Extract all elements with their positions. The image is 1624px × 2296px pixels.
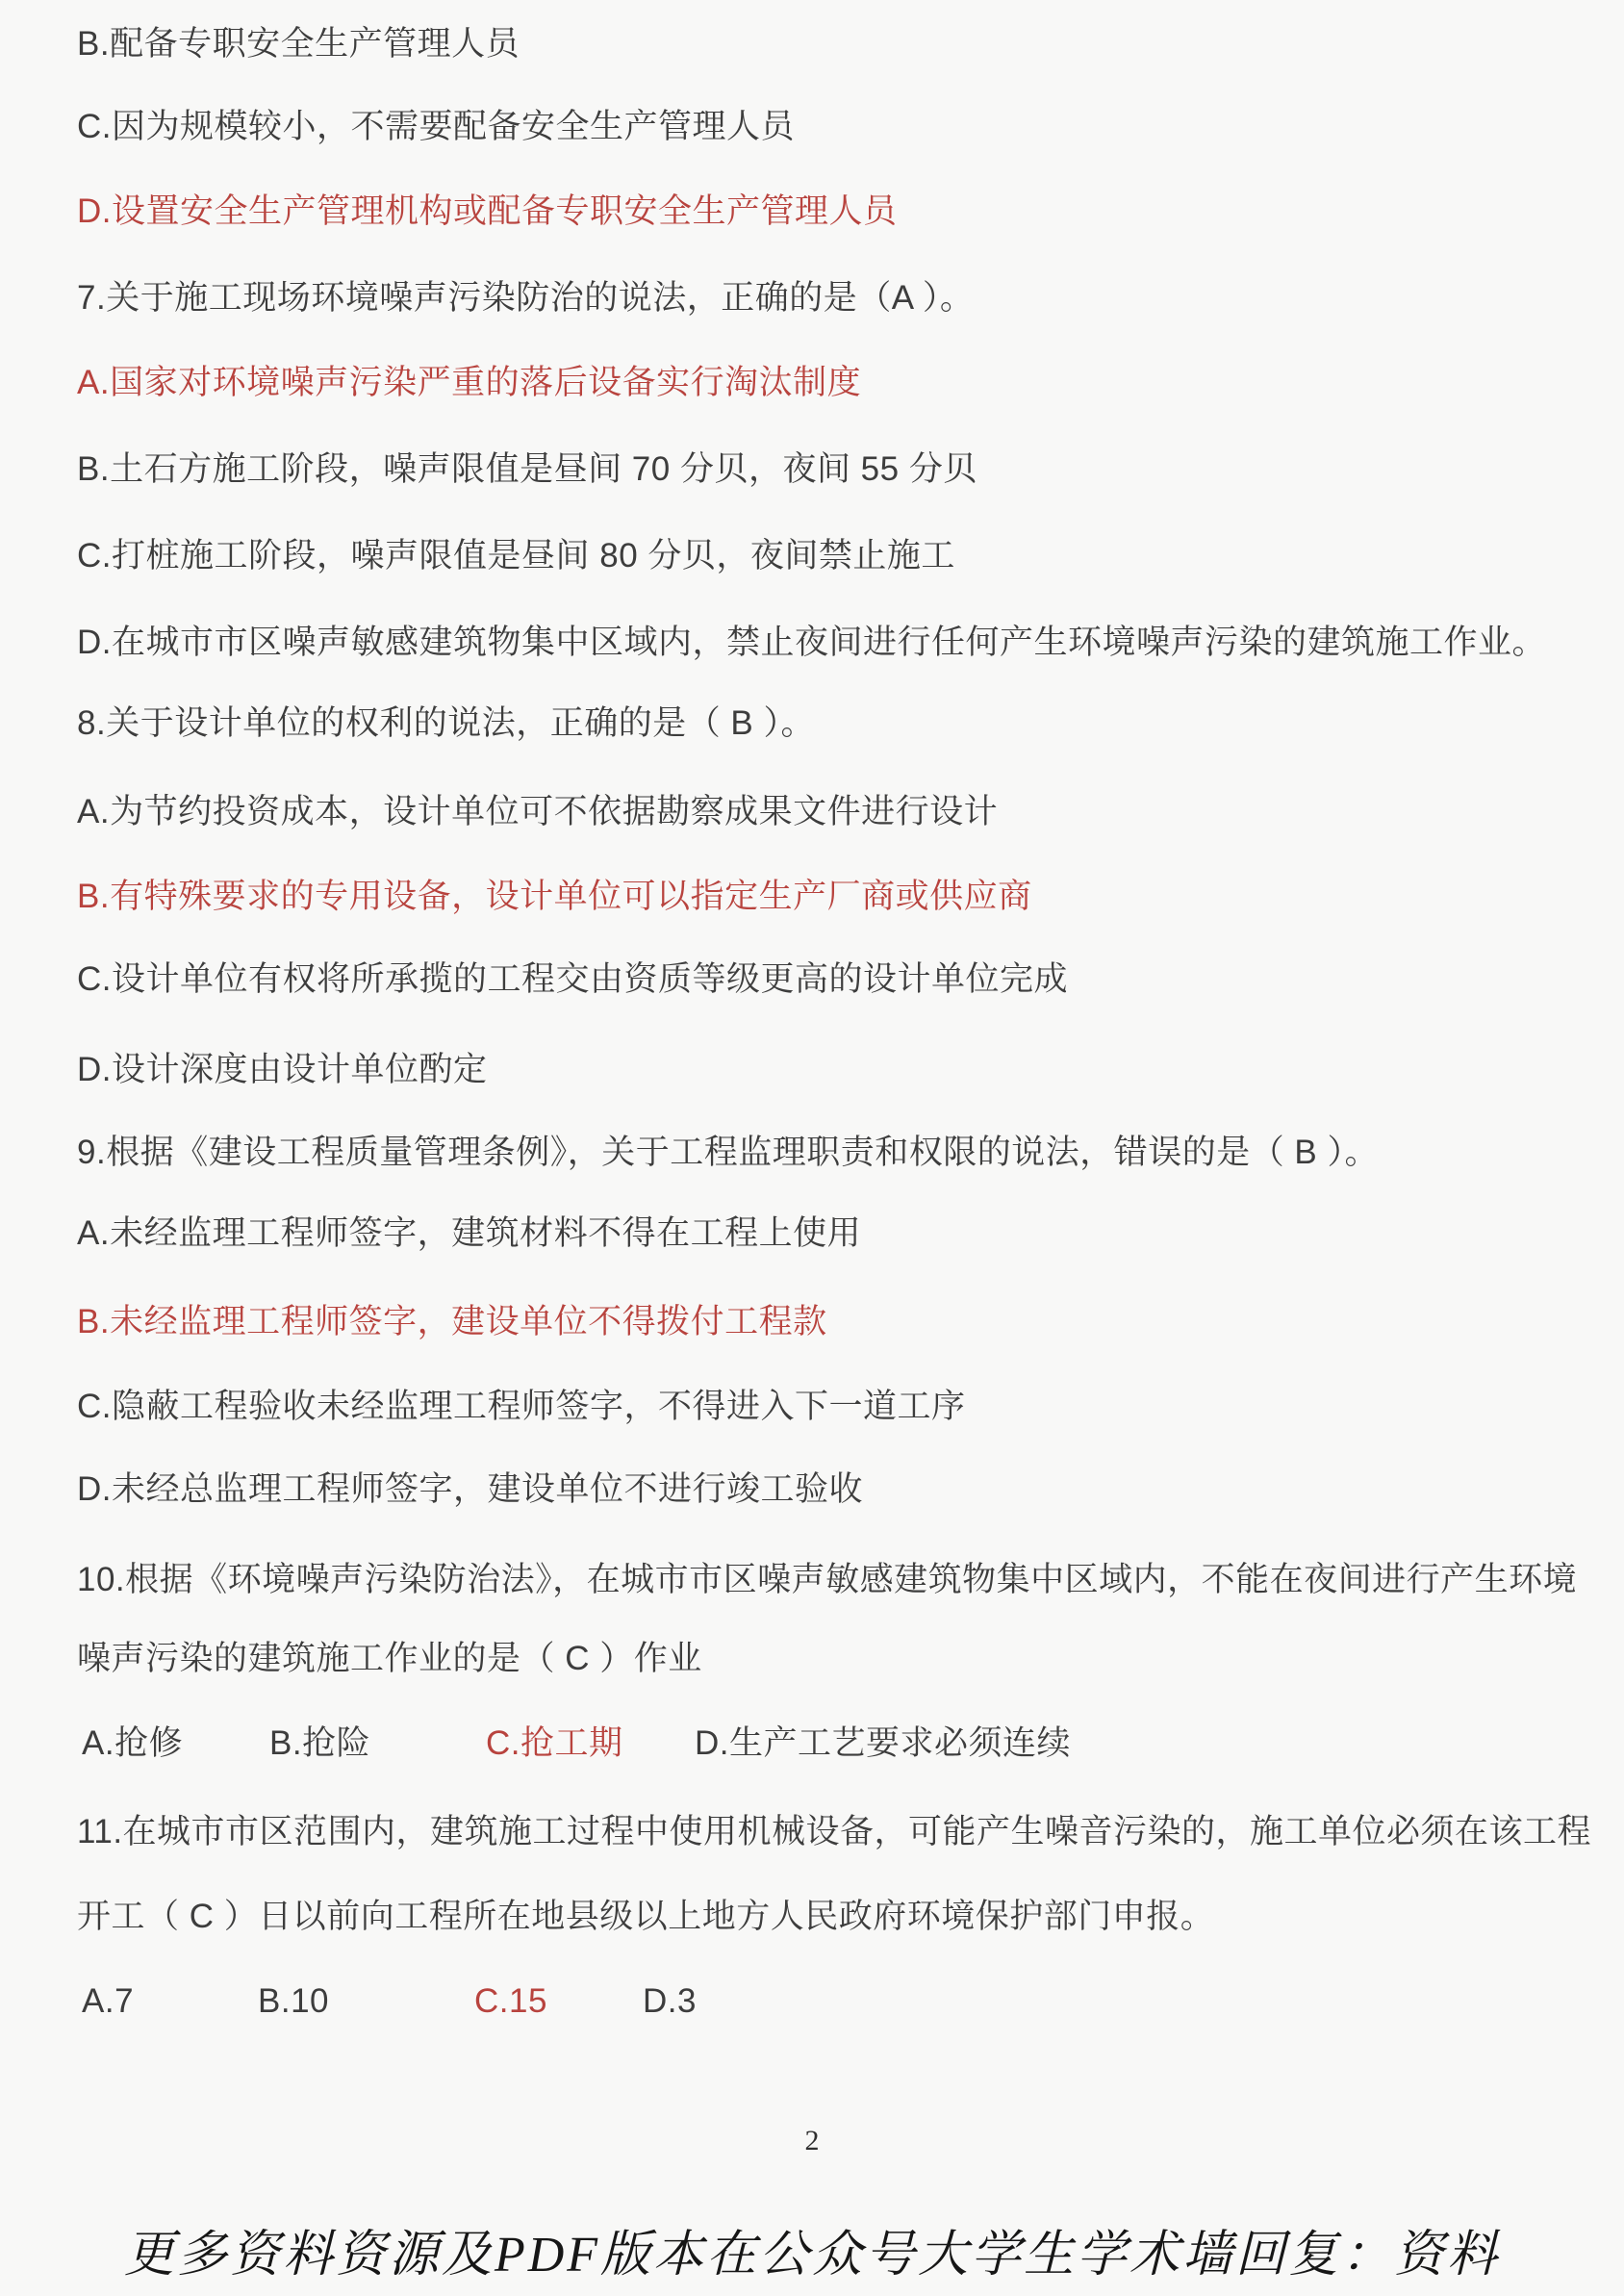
question-10-line2: 噪声污染的建筑施工作业的是（ C ）作业 [77, 1640, 702, 1677]
q6-option-b: B.配备专职安全生产管理人员 [77, 25, 520, 63]
q7-option-a-correct: A.国家对环境噪声污染严重的落后设备实行淘汰制度 [77, 364, 862, 401]
q10-option-a: A.抢修 [82, 1724, 184, 1762]
q9-option-a: A.未经监理工程师签字，建筑材料不得在工程上使用 [77, 1214, 862, 1252]
q8-option-b-correct: B.有特殊要求的专用设备，设计单位可以指定生产厂商或供应商 [77, 878, 1032, 915]
q6-option-c: C.因为规模较小，不需要配备安全生产管理人员 [77, 108, 796, 145]
question-10-line1: 10.根据《环境噪声污染防治法》，在城市市区噪声敏感建筑物集中区域内，不能在夜间进行产生环境 [77, 1561, 1578, 1598]
question-7: 7.关于施工现场环境噪声污染防治的说法，正确的是（A ）。 [77, 279, 975, 317]
q9-option-c: C.隐蔽工程验收未经监理工程师签字，不得进入下一道工序 [77, 1388, 966, 1425]
q10-option-d: D.生产工艺要求必须连续 [695, 1724, 1072, 1762]
page-number: 2 [804, 2125, 820, 2156]
question-11-line2: 开工（ C ）日以前向工程所在地县级以上地方人民政府环境保护部门申报。 [77, 1898, 1215, 1935]
q7-option-c: C.打桩施工阶段，噪声限值是昼间 80 分贝，夜间禁止施工 [77, 537, 955, 574]
q10-option-c-correct: C.抢工期 [486, 1724, 623, 1762]
q11-option-b: B.10 [258, 1982, 329, 2020]
q11-option-c-correct: C.15 [474, 1982, 547, 2020]
q9-option-d: D.未经总监理工程师签字，建设单位不进行竣工验收 [77, 1470, 864, 1508]
q8-option-a: A.为节约投资成本，设计单位可不依据勘察成果文件进行设计 [77, 793, 999, 830]
q10-option-b: B.抢险 [269, 1724, 371, 1762]
q7-option-d: D.在城市市区噪声敏感建筑物集中区域内，禁止夜间进行任何产生环境噪声污染的建筑施工作业。 [77, 624, 1547, 661]
q11-option-d: D.3 [643, 1982, 697, 2020]
q8-option-c: C.设计单位有权将所承揽的工程交由资质等级更高的设计单位完成 [77, 960, 1069, 998]
footer-watermark-text: 更多资料资源及PDF版本在公众号大学生学术墙回复：资料 [123, 2228, 1501, 2283]
q8-option-d: D.设计深度由设计单位酌定 [77, 1051, 488, 1088]
q7-option-b: B.土石方施工阶段，噪声限值是昼间 70 分贝，夜间 55 分贝 [77, 450, 977, 488]
q11-options-row [0, 1978, 1624, 2025]
q6-option-d-correct: D.设置安全生产管理机构或配备专职安全生产管理人员 [77, 192, 898, 230]
q11-option-a: A.7 [82, 1982, 135, 2020]
question-8: 8.关于设计单位的权利的说法，正确的是（ B ）。 [77, 704, 815, 742]
q9-option-b-correct: B.未经监理工程师签字，建设单位不得拨付工程款 [77, 1303, 827, 1340]
question-9: 9.根据《建设工程质量管理条例》，关于工程监理职责和权限的说法，错误的是（ B ）。 [77, 1134, 1379, 1171]
q10-options-row [0, 1721, 1624, 1767]
question-11-line1: 11.在城市市区范围内，建筑施工过程中使用机械设备，可能产生噪音污染的，施工单位必须在该工程 [77, 1813, 1592, 1850]
